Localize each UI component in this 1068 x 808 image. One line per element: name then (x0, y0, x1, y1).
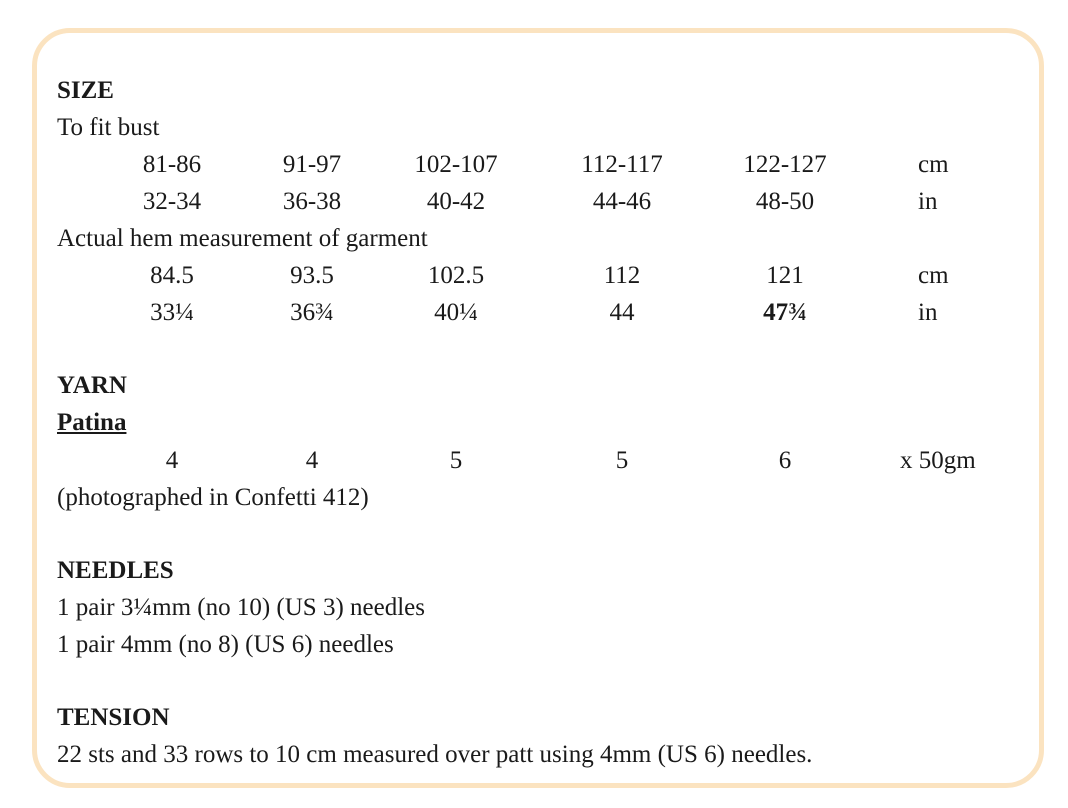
bust-in-value: 40-42 (426, 188, 486, 215)
needles-line: 1 pair 3¼mm (no 10) (US 3) needles (57, 594, 425, 621)
bust-cm-unit: cm (918, 151, 949, 178)
yarn-quantity-value: 4 (165, 447, 179, 474)
hem-cm-value: 121 (766, 262, 804, 289)
bust-cm-value: 81-86 (142, 151, 202, 178)
yarn-heading: YARN (57, 372, 127, 399)
bust-in-value: 32-34 (142, 188, 202, 215)
needles-line: 1 pair 4mm (no 8) (US 6) needles (57, 631, 394, 658)
hem-in-value: 44 (609, 299, 635, 326)
bust-cm-value: 91-97 (282, 151, 342, 178)
yarn-quantity-row (0, 446, 1068, 476)
hem-in-value: 47¾ (763, 299, 807, 326)
bust-in-value: 44-46 (592, 188, 652, 215)
yarn-quantity-value: 5 (615, 447, 629, 474)
hem-label: Actual hem measurement of garment (57, 225, 428, 252)
bust-label: To fit bust (57, 114, 160, 141)
bust-in-value: 48-50 (755, 188, 815, 215)
size-heading: SIZE (57, 77, 114, 104)
bust-cm-row (0, 150, 1068, 180)
hem-in-value: 40¼ (434, 299, 478, 326)
yarn-quantity-value: 5 (449, 447, 463, 474)
hem-in-value: 33¼ (150, 299, 194, 326)
hem-cm-value: 93.5 (290, 262, 334, 289)
hem-cm-unit: cm (918, 262, 949, 289)
bust-cm-value: 112-117 (581, 151, 663, 178)
hem-in-value: 36¾ (290, 299, 334, 326)
hem-in-row (0, 298, 1068, 328)
bust-in-value: 36-38 (282, 188, 342, 215)
yarn-quantity-value: 6 (778, 447, 792, 474)
tension-heading: TENSION (57, 704, 170, 731)
tension-text: 22 sts and 33 rows to 10 cm measured over patt using 4mm (US 6) needles. (57, 741, 813, 768)
bust-in-unit: in (918, 188, 938, 215)
bust-cm-value: 122-127 (743, 151, 827, 178)
hem-cm-row (0, 261, 1068, 291)
bust-cm-value: 102-107 (414, 151, 498, 178)
needles-heading: NEEDLES (57, 557, 174, 584)
hem-cm-value: 84.5 (150, 262, 194, 289)
yarn-quantity-value: 4 (305, 447, 319, 474)
hem-in-unit: in (918, 299, 938, 326)
yarn-quantity-unit: x 50gm (900, 447, 976, 474)
yarn-note: (photographed in Confetti 412) (57, 484, 369, 511)
bust-in-row (0, 187, 1068, 217)
hem-cm-value: 112 (603, 262, 641, 289)
pattern-info-card (32, 28, 1044, 788)
yarn-name: Patina (57, 409, 127, 436)
hem-cm-value: 102.5 (427, 262, 485, 289)
